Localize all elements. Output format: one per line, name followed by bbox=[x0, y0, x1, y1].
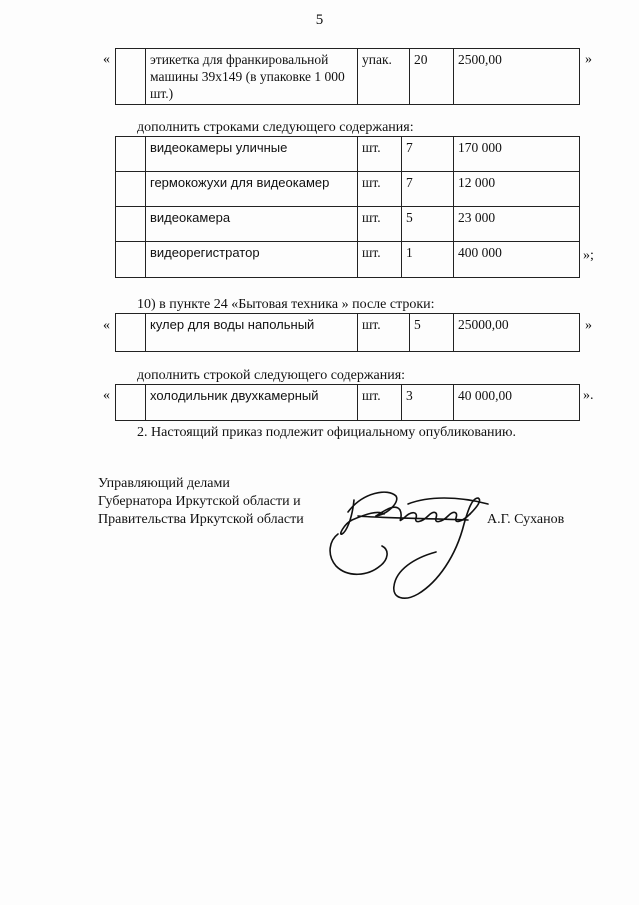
table-row bbox=[116, 137, 580, 172]
table-row bbox=[116, 242, 580, 278]
table-row bbox=[116, 385, 580, 421]
table-top bbox=[115, 48, 580, 105]
item-price: 170 000 bbox=[454, 137, 580, 172]
item-qty: 5 bbox=[402, 207, 454, 242]
table-row bbox=[116, 172, 580, 207]
open-quote: « bbox=[103, 52, 110, 67]
item-price: 12 000 bbox=[454, 172, 580, 207]
table-added bbox=[115, 136, 580, 278]
item-name: видеорегистратор bbox=[146, 242, 358, 278]
close-quote: » bbox=[585, 52, 592, 67]
close-quote: »; bbox=[583, 248, 594, 263]
item-name: этикетка для франкировальной машины 39х149 (в упаковке 1 000 шт.) bbox=[146, 49, 358, 105]
point-2-text: 2. Настоящий приказ подлежит официальному опубликованию. bbox=[137, 425, 516, 440]
close-quote: » bbox=[585, 318, 592, 333]
item-unit: шт. bbox=[358, 242, 402, 278]
item-name: видеокамеры уличные bbox=[146, 137, 358, 172]
item-unit: шт. bbox=[358, 207, 402, 242]
item-name: кулер для воды напольный bbox=[146, 314, 358, 352]
table-row bbox=[116, 314, 580, 352]
item-name: холодильник двухкамерный bbox=[146, 385, 358, 421]
intro-text-1: дополнить строками следующего содержания: bbox=[137, 120, 414, 135]
item-unit: шт. bbox=[358, 314, 410, 352]
point-10-text: 10) в пункте 24 «Бытовая техника » после строки: bbox=[137, 297, 435, 312]
item-unit: шт. bbox=[358, 137, 402, 172]
item-unit: шт. bbox=[358, 385, 402, 421]
item-qty: 1 bbox=[402, 242, 454, 278]
item-unit: шт. bbox=[358, 172, 402, 207]
table-row bbox=[116, 207, 580, 242]
item-price: 23 000 bbox=[454, 207, 580, 242]
signer-title-line-1: Управляющий делами bbox=[98, 476, 230, 491]
open-quote: « bbox=[103, 388, 110, 403]
item-name: гермокожухи для видеокамер bbox=[146, 172, 358, 207]
item-qty: 7 bbox=[402, 137, 454, 172]
item-qty: 3 bbox=[402, 385, 454, 421]
item-unit: упак. bbox=[358, 49, 410, 105]
table-fridge bbox=[115, 384, 580, 421]
signer-name: А.Г. Суханов bbox=[487, 512, 565, 527]
page-number: 5 bbox=[315, 12, 324, 28]
signer-title-line-3: Правительства Иркутской области bbox=[98, 512, 304, 527]
intro-text-2: дополнить строкой следующего содержания: bbox=[137, 368, 406, 383]
item-qty: 20 bbox=[410, 49, 454, 105]
item-price: 400 000 bbox=[454, 242, 580, 278]
item-name: видеокамера bbox=[146, 207, 358, 242]
handwritten-signature bbox=[318, 470, 498, 610]
open-quote: « bbox=[103, 318, 110, 333]
item-price: 40 000,00 bbox=[454, 385, 580, 421]
item-price: 25000,00 bbox=[454, 314, 580, 352]
item-qty: 7 bbox=[402, 172, 454, 207]
table-cooler bbox=[115, 313, 580, 352]
signer-title-line-2: Губернатора Иркутской области и bbox=[98, 494, 301, 509]
item-price: 2500,00 bbox=[454, 49, 580, 105]
item-qty: 5 bbox=[410, 314, 454, 352]
table-row bbox=[116, 49, 580, 105]
close-quote: ». bbox=[583, 388, 594, 403]
